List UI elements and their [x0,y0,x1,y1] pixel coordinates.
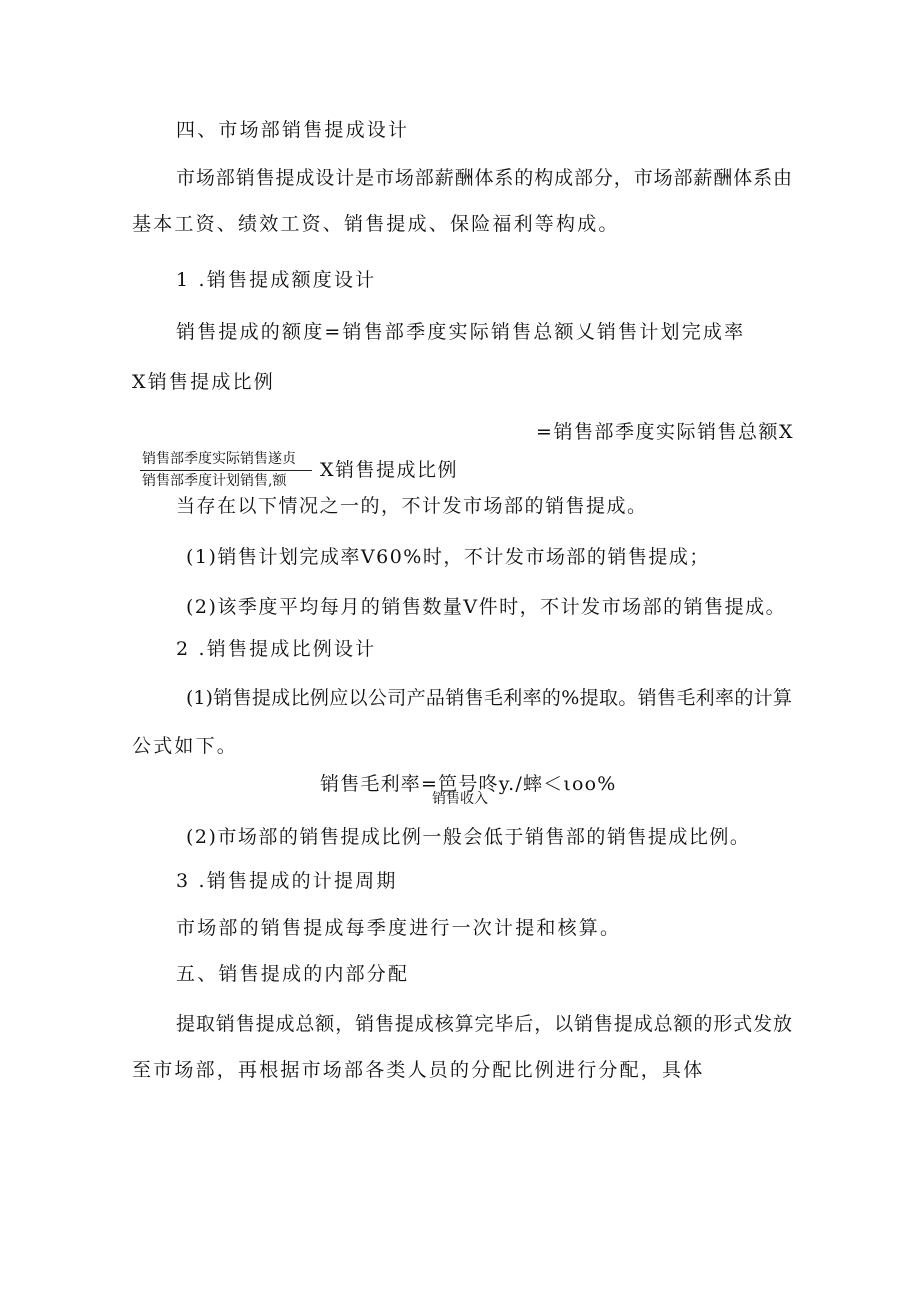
fraction-denominator: 销售部季度计划销售,额 [142,473,287,489]
commission-formula-line3: =销售部季度实际销售总额X [536,421,794,443]
fraction-numerator: 销售部季度实际销售遂贞 [142,451,296,467]
item2-para2: (2)市场部的销售提成比例一般会低于销售部的销售提成比例。 [186,826,751,848]
section5-para-line2: 至市场部，再根据市场部各类人员的分配比例进行分配，具体 [132,1059,705,1081]
item1-heading: 1 .销售提成额度设计 [176,269,377,291]
section5-heading: 五、销售提成的内部分配 [176,963,410,985]
item3-para: 市场部的销售提成每季度进行一次计提和核算。 [176,917,622,939]
commission-formula-line2: X销售提成比例 [132,371,275,393]
margin-formula: 销售毛利率=笆号咚y./蟀＜ιoo% [320,773,617,795]
margin-formula-denominator: 销售收入 [432,791,488,807]
fraction-suffix: X销售提成比例 [320,459,459,481]
section4-intro-line1: 市场部销售提成设计是市场部薪酬体系的构成部分，市场部薪酬体系由 [176,167,792,189]
fraction-bar [140,470,312,471]
item2-para1-line2: 公式如下。 [132,735,239,757]
commission-formula-line1: 销售提成的额度=销售部季度实际销售总额乂销售计划完成率 [176,321,746,343]
item2-heading: 2 .销售提成比例设计 [176,638,377,660]
section5-para-line1: 提取销售提成总额，销售提成核算完毕后，以销售提成总额的形式发放 [176,1013,792,1035]
item2-para1-line1: (1)销售提成比例应以公司产品销售毛利率的%提取。销售毛利率的计算 [186,687,792,709]
condition-1: (1)销售计划完成率V60%时，不计发市场部的销售提成； [186,546,710,568]
section4-intro-line2: 基本工资、绩效工资、销售提成、保险福利等构成。 [132,213,620,235]
section4-heading: 四、市场部销售提成设计 [176,119,410,141]
condition-intro: 当存在以下情况之一的，不计发市场部的销售提成。 [176,495,648,517]
condition-2: (2)该季度平均每月的销售数量V件时，不计发市场部的销售提成。 [186,596,787,618]
item3-heading: 3 .销售提成的计提周期 [176,870,398,892]
